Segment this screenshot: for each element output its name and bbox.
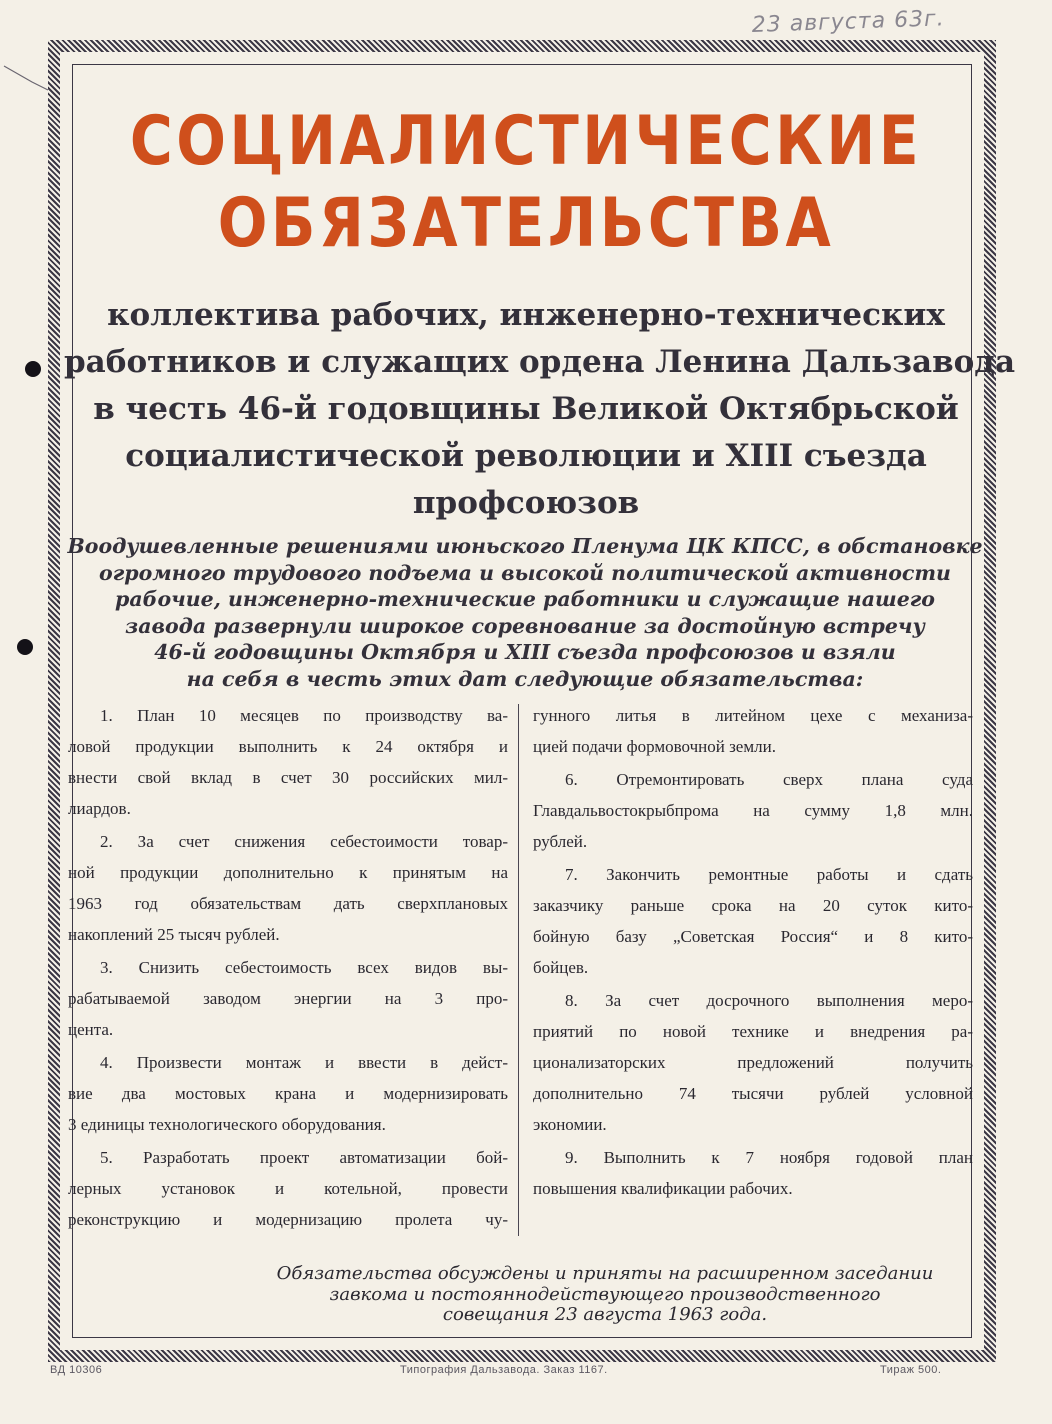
obligation-line: заказчику раньше срока на 20 суток кито- <box>533 896 973 915</box>
obligation-line: 3. Снизить себестоимость всех видов вы- <box>100 958 508 977</box>
obligation-line: вие два мостовых крана и модернизировать <box>68 1084 508 1103</box>
obligations-right-column <box>533 700 973 1204</box>
subtitle-block <box>64 292 1016 527</box>
title-line-1: СОЦИАЛИСТИЧЕСКИЕ <box>129 102 923 181</box>
closing-statement <box>240 1264 970 1326</box>
subtitle-line: в честь 46-й годовщины Великой Октябрьской <box>93 391 959 427</box>
obligation-line: дополнительно 74 тысячи рублей условной <box>533 1084 973 1103</box>
obligation-line: 5. Разработать проект автоматизации бой- <box>100 1148 508 1167</box>
intro-line: завода развернули широкое соревнование за достойную встречу <box>125 613 925 638</box>
obligation-line: рабатываемой заводом энергии на 3 про- <box>68 989 508 1008</box>
obligation-line: бойцев. <box>533 958 589 977</box>
punch-hole-bottom <box>17 639 33 655</box>
column-divider <box>518 704 519 1236</box>
obligation-line: бойную базу „Советская Россия“ и 8 кито- <box>533 927 973 946</box>
obligation-line: цента. <box>68 1020 114 1039</box>
obligation-line: 1963 год обязательствам дать сверхплановых <box>68 894 508 913</box>
obligation-item-5-continued <box>533 700 973 762</box>
obligation-item-7 <box>533 859 973 983</box>
obligation-item-2 <box>68 826 508 950</box>
obligation-line: экономии. <box>533 1115 607 1134</box>
obligation-line: 9. Выполнить к 7 ноября годовой план <box>565 1148 973 1167</box>
obligation-line: 7. Закончить ремонтные работы и сдать <box>565 865 973 884</box>
obligation-item-3 <box>68 952 508 1045</box>
title-line-2: ОБЯЗАТЕЛЬСТВА <box>217 184 835 263</box>
subtitle-line: работников и служащих ордена Ленина Дальзавода <box>64 344 1016 380</box>
obligation-line: рублей. <box>533 832 588 851</box>
closing-line: Обязательства обсуждены и приняты на расширенном заседании <box>276 1263 934 1284</box>
obligation-line: ной продукции дополнительно к принятым на <box>68 863 508 882</box>
obligation-line: 1. План 10 месяцев по производству ва- <box>100 706 508 725</box>
intro-line: 46-й годовщины Октября и XIII съезда профсоюзов и взяли <box>154 640 896 664</box>
intro-line: Воодушевленные решениями июньского Пленума ЦК КПСС, в обстановке <box>67 534 983 558</box>
corner-pencil-mark <box>2 62 52 102</box>
handwritten-date-note: 23 августа 63г. <box>751 6 946 38</box>
obligation-line: гунного литья в литейном цехе с механиза- <box>533 706 973 725</box>
obligation-line: повышения квалификации рабочих. <box>533 1179 793 1198</box>
obligation-line: 3 единицы технологического оборудования. <box>68 1115 386 1134</box>
intro-line: на себя в честь этих дат следующие обязательства: <box>186 666 864 691</box>
footer-print-run: Тираж 500. <box>880 1364 942 1376</box>
obligation-line: 2. За счет снижения себестоимости товар- <box>100 832 508 851</box>
obligation-line: ловой продукции выполнить к 24 октября и <box>68 737 508 756</box>
obligation-line: внести свой вклад в счет 30 российских мил- <box>68 768 508 787</box>
footer-printer: Типография Дальзавода. Заказ 1167. <box>400 1364 608 1376</box>
obligation-line: приятий по новой технике и внедрения ра- <box>533 1022 973 1041</box>
obligation-line: реконструкцию и модернизацию пролета чу- <box>68 1210 508 1229</box>
obligations-left-column <box>68 700 508 1235</box>
subtitle-line: профсоюзов <box>412 485 640 521</box>
subtitle-line: коллектива рабочих, инженерно-технических <box>107 297 945 333</box>
obligation-line: 4. Произвести монтаж и ввести в дейст- <box>100 1053 508 1072</box>
obligation-line: накоплений 25 тысяч рублей. <box>68 925 280 944</box>
obligation-line: лиардов. <box>68 799 131 818</box>
obligation-line: 6. Отремонтировать сверх плана суда <box>565 770 973 789</box>
closing-line: завкома и постояннодействующего производственного <box>329 1283 881 1305</box>
obligation-line: цией подачи формовочной земли. <box>533 737 776 756</box>
obligation-item-1 <box>68 700 508 824</box>
obligation-item-9 <box>533 1142 973 1204</box>
obligation-line: лерных установок и котельной, провести <box>68 1179 508 1198</box>
intro-paragraph <box>60 533 990 692</box>
subtitle-line: социалистической революции и XIII съезда <box>125 438 927 474</box>
obligation-line: 8. За счет досрочного выполнения меро- <box>565 991 973 1010</box>
intro-line: огромного трудового подъема и высокой политической активности <box>99 560 951 585</box>
footer-code: ВД 10306 <box>50 1364 103 1376</box>
intro-line: рабочие, инженерно-технические работники и служащие нашего <box>115 587 935 611</box>
obligation-item-4 <box>68 1047 508 1140</box>
punch-hole-top <box>25 361 41 377</box>
obligation-item-5 <box>68 1142 508 1235</box>
obligation-line: ционализаторских предложений получить <box>533 1053 973 1072</box>
obligation-line: Главдальвостокрыбпрома на сумму 1,8 млн. <box>533 801 973 820</box>
closing-line: совещания 23 августа 1963 года. <box>442 1304 768 1325</box>
obligation-item-8 <box>533 985 973 1140</box>
obligation-item-6 <box>533 764 973 857</box>
